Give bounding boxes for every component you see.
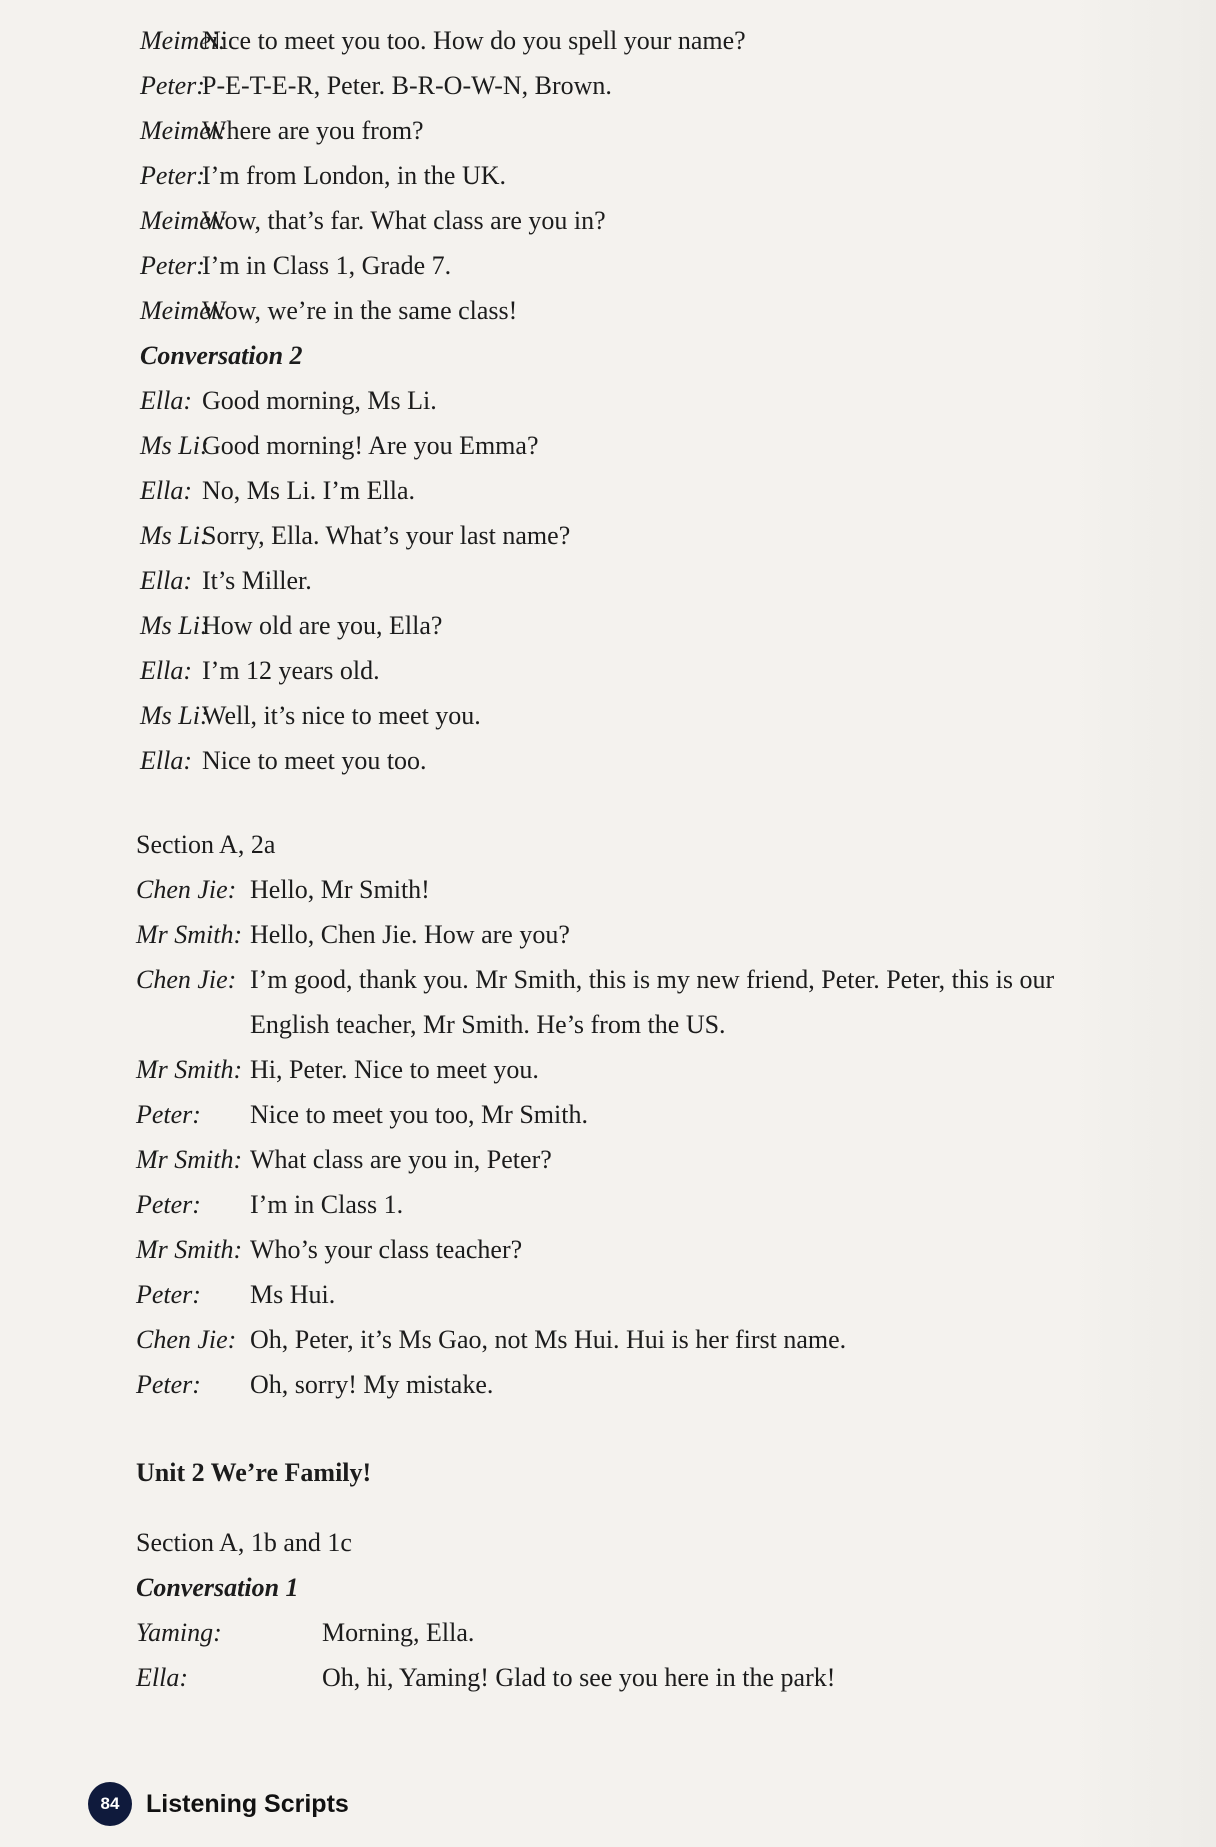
dialogue-line <box>132 1182 1132 1227</box>
dialogue-line <box>132 1137 1132 1182</box>
speaker-label: Chen Jie: <box>136 1325 237 1354</box>
speaker-label: Peter: <box>136 1100 201 1129</box>
page-footer <box>88 1782 349 1826</box>
dialogue-text: I’m in Class 1, Grade 7. <box>202 251 452 280</box>
speaker-label: Mr Smith: <box>136 920 243 949</box>
dialogue-text: Oh, Peter, it’s Ms Gao, not Ms Hui. Hui is her first name. <box>250 1325 847 1354</box>
speaker-label: Peter: <box>140 251 205 280</box>
speaker-label: Chen Jie: <box>136 965 237 994</box>
speaker-label: Mr Smith: <box>136 1145 243 1174</box>
speaker-label: Ella: <box>140 386 192 415</box>
dialogue-text: Nice to meet you too. How do you spell your name? <box>202 26 746 55</box>
dialogue-line <box>132 423 1132 468</box>
dialogue-text: Hello, Chen Jie. How are you? <box>250 920 570 949</box>
dialogue-line <box>132 1092 1132 1137</box>
speaker-label: Meimei: <box>140 116 227 145</box>
speaker-label: Mr Smith: <box>136 1055 243 1084</box>
dialogue-text: What class are you in, Peter? <box>250 1145 552 1174</box>
speaker-label: Ms Li: <box>140 431 209 460</box>
section-a-2a <box>132 822 1132 1407</box>
dialogue-text: Wow, that’s far. What class are you in? <box>202 206 606 235</box>
dialogue-text: How old are you, Ella? <box>202 611 443 640</box>
dialogue-text: I’m 12 years old. <box>202 656 380 685</box>
speaker-label: Mr Smith: <box>136 1235 243 1264</box>
dialogue-text: I’m in Class 1. <box>250 1190 404 1219</box>
dialogue-text: P-E-T-E-R, Peter. B-R-O-W-N, Brown. <box>202 71 612 100</box>
dialogue-line <box>132 153 1132 198</box>
dialogue-text: Hello, Mr Smith! <box>250 875 430 904</box>
speaker-label: Ms Li: <box>140 521 209 550</box>
speaker-label: Ella: <box>136 1663 188 1692</box>
speaker-label: Peter: <box>140 161 205 190</box>
conversation-1-continued <box>132 18 1132 783</box>
dialogue-text: Wow, we’re in the same class! <box>202 296 518 325</box>
speaker-label: Ms Li: <box>140 611 209 640</box>
dialogue-line <box>132 378 1132 423</box>
dialogue-text: Oh, hi, Yaming! Glad to see you here in the park! <box>322 1663 836 1692</box>
dialogue-text: It’s Miller. <box>202 566 312 595</box>
dialogue-text: Morning, Ella. <box>322 1618 475 1647</box>
speaker-label: Ella: <box>140 566 192 595</box>
page-number-badge: 84 <box>88 1782 132 1826</box>
dialogue-text: Hi, Peter. Nice to meet you. <box>250 1055 539 1084</box>
unit-2-section-a <box>132 1520 1132 1700</box>
dialogue-line <box>132 1362 1132 1407</box>
speaker-label: Peter: <box>136 1280 201 1309</box>
dialogue-line <box>132 603 1132 648</box>
dialogue-line <box>132 912 1132 957</box>
section-heading: Section A, 2a <box>136 830 276 859</box>
conversation-heading: Conversation 1 <box>136 1573 299 1602</box>
speaker-label: Meimei: <box>140 296 227 325</box>
dialogue-line <box>132 1047 1132 1092</box>
dialogue-line <box>132 513 1132 558</box>
speaker-label: Ella: <box>140 746 192 775</box>
unit-2 <box>132 1450 1132 1495</box>
dialogue-line <box>132 18 1132 63</box>
speaker-label: Peter: <box>136 1370 201 1399</box>
speaker-label: Peter: <box>140 71 205 100</box>
dialogue-line <box>132 738 1132 783</box>
speaker-label: Yaming: <box>136 1618 222 1647</box>
unit-heading: Unit 2 We’re Family! <box>136 1458 372 1487</box>
dialogue-line <box>132 243 1132 288</box>
dialogue-line <box>132 1610 1132 1655</box>
dialogue-line <box>132 693 1132 738</box>
dialogue-line <box>132 1227 1132 1272</box>
dialogue-text: I’m good, thank you. Mr Smith, this is my new friend, Peter. Peter, this is our English teacher, Mr Smith. He’s from the US. <box>250 965 1055 1039</box>
speaker-label: Meimei: <box>140 206 227 235</box>
dialogue-text: Ms Hui. <box>250 1280 336 1309</box>
dialogue-line <box>132 1317 1132 1362</box>
speaker-label: Meimei: <box>140 26 227 55</box>
dialogue-text: Good morning! Are you Emma? <box>202 431 539 460</box>
speaker-label: Ella: <box>140 476 192 505</box>
dialogue-line <box>132 957 1132 1047</box>
dialogue-line <box>132 1272 1132 1317</box>
dialogue-line <box>132 1655 1132 1700</box>
speaker-label: Ella: <box>140 656 192 685</box>
dialogue-text: Well, it’s nice to meet you. <box>202 701 481 730</box>
dialogue-line <box>132 867 1132 912</box>
dialogue-line <box>132 468 1132 513</box>
section-heading: Section A, 1b and 1c <box>136 1528 352 1557</box>
conversation-heading: Conversation 2 <box>140 341 303 370</box>
footer-title: Listening Scripts <box>146 1789 349 1818</box>
dialogue-text: I’m from London, in the UK. <box>202 161 507 190</box>
dialogue-line <box>132 558 1132 603</box>
dialogue-text: Sorry, Ella. What’s your last name? <box>202 521 571 550</box>
dialogue-text: Nice to meet you too, Mr Smith. <box>250 1100 588 1129</box>
dialogue-text: No, Ms Li. I’m Ella. <box>202 476 416 505</box>
dialogue-line <box>132 288 1132 333</box>
speaker-label: Ms Li: <box>140 701 209 730</box>
dialogue-text: Oh, sorry! My mistake. <box>250 1370 494 1399</box>
dialogue-text: Good morning, Ms Li. <box>202 386 437 415</box>
speaker-label: Peter: <box>136 1190 201 1219</box>
dialogue-line <box>132 63 1132 108</box>
dialogue-text: Where are you from? <box>202 116 424 145</box>
dialogue-line <box>132 198 1132 243</box>
speaker-label: Chen Jie: <box>136 875 237 904</box>
dialogue-line <box>132 108 1132 153</box>
dialogue-text: Nice to meet you too. <box>202 746 427 775</box>
dialogue-line <box>132 648 1132 693</box>
dialogue-text: Who’s your class teacher? <box>250 1235 523 1264</box>
